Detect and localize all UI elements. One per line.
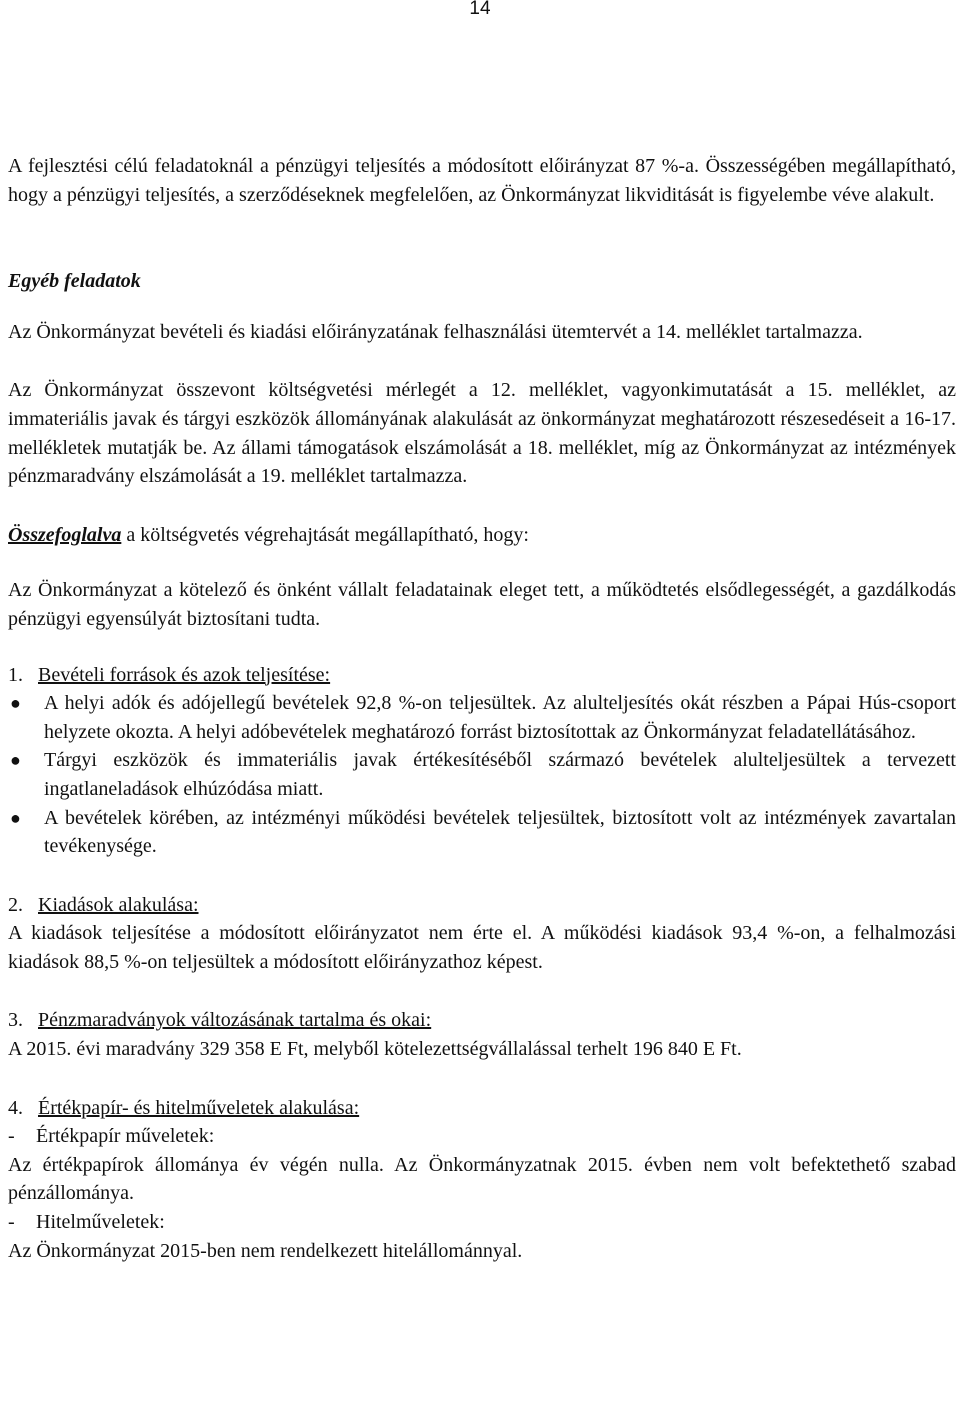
section-2-title	[8, 891, 956, 920]
list-item-text: Tárgyi eszközök és immateriális javak értékesítéséből származó bevételek alulteljesültek a tervezett ingatlaneladások elhúzódása miatt.	[44, 749, 956, 800]
section-heading-other-tasks: Egyéb feladatok	[8, 270, 141, 293]
list-item	[8, 804, 956, 861]
securities-subheading	[8, 1122, 956, 1151]
dash-marker: -	[8, 1125, 15, 1148]
credit-subheading	[8, 1208, 956, 1237]
section-1-title	[8, 661, 956, 690]
list-item	[8, 689, 956, 746]
summary-lead	[8, 521, 956, 550]
section-3-title	[8, 1006, 956, 1035]
page-number: 14	[469, 0, 491, 19]
section-2-title-text: Kiadások alakulása:	[38, 893, 199, 916]
bullet-icon: ●	[10, 693, 21, 714]
revenue-bullet-list	[8, 689, 956, 861]
section-2-text: A kiadások teljesítése a módosított előirányzatot nem érte el. A működési kiadások 93,4 %-on, a felhalmozási kiadások 88,5 %-on teljesültek a módosított előirányzathoz képest.	[8, 922, 956, 973]
list-item-text: A bevételek körében, az intézményi működési bevételek teljesültek, biztosított volt az intézmények zavartalan tevékenysége.	[44, 806, 956, 858]
summary-lead-bold: Összefoglalva	[8, 523, 122, 546]
section-1-title-text: Bevételi források és azok teljesítése:	[38, 663, 331, 686]
dash-marker: -	[8, 1211, 15, 1234]
section-3-text: A 2015. évi maradvány 329 358 E Ft, melyből kötelezettségvállalással terhelt 196 840 E Ft.	[8, 1038, 742, 1061]
section-4-title-text: Értékpapír- és hitelműveletek alakulása:	[38, 1096, 360, 1119]
section-4-number: 4.	[8, 1096, 23, 1119]
credit-label: Hitelműveletek:	[36, 1211, 165, 1234]
list-item-text: A helyi adók és adójellegű bevételek 92,8 %-on teljesültek. Az alulteljesítés okát részben a Pápai Hús-csoport helyzete okozta. A helyi adóbevételek meghatározó forrást biztosítottak az Önkormányzat feladatellátásához.	[44, 692, 956, 743]
section-1-number: 1.	[8, 663, 23, 686]
section-3-number: 3.	[8, 1009, 23, 1032]
summary-lead-rest: a költségvetés végrehajtását megállapítható, hogy:	[121, 523, 529, 546]
section-3-title-text: Pénzmaradványok változásának tartalma és okai:	[38, 1009, 432, 1032]
intro-paragraph: A fejlesztési célú feladatoknál a pénzügyi teljesítés a módosított előirányzat 87 %-a. Összességében megállapítható, hogy a pénzügyi teljesítés, a szerződéseknek megfelelően, az Önkormányzat likviditását is figyelembe véve alakult.	[8, 155, 956, 206]
summary-paragraph: Az Önkormányzat a kötelező és önként vállalt feladatainak eleget tett, a működtetés elsődlegességét, a gazdálkodás pénzügyi egyensúlyát biztosítani tudta.	[8, 579, 956, 630]
bullet-icon: ●	[10, 750, 21, 771]
paragraph-schedule: Az Önkormányzat bevételi és kiadási előirányzatának felhasználási ütemtervét a 14. melléklet tartalmazza.	[8, 320, 863, 343]
section-2-number: 2.	[8, 893, 23, 916]
section-4-title	[8, 1094, 956, 1123]
list-item	[8, 746, 956, 803]
credit-text: Az Önkormányzat 2015-ben nem rendelkezett hitelállománnyal.	[8, 1239, 523, 1262]
securities-label: Értékpapír műveletek:	[36, 1125, 215, 1148]
paragraph-appendices: Az Önkormányzat összevont költségvetési mérlegét a 12. melléklet, vagyonkimutatását a 15. melléklet, az immateriális javak és tárgyi eszközök állományának alakulását az önkormányzat meghatározott részesedéseit a 16-17. mellékletek mutatják be. Az állami támogatások elszámolását a 18. melléklet, míg az Önkormányzat az intézmények pénzmaradvány elszámolását a 19. melléklet tartalmazza.	[8, 379, 956, 488]
document-body	[8, 152, 956, 1265]
securities-text: Az értékpapírok állománya év végén nulla. Az Önkormányzatnak 2015. évben nem volt befektethető szabad pénzállománya.	[8, 1153, 956, 1205]
bullet-icon: ●	[10, 807, 21, 828]
